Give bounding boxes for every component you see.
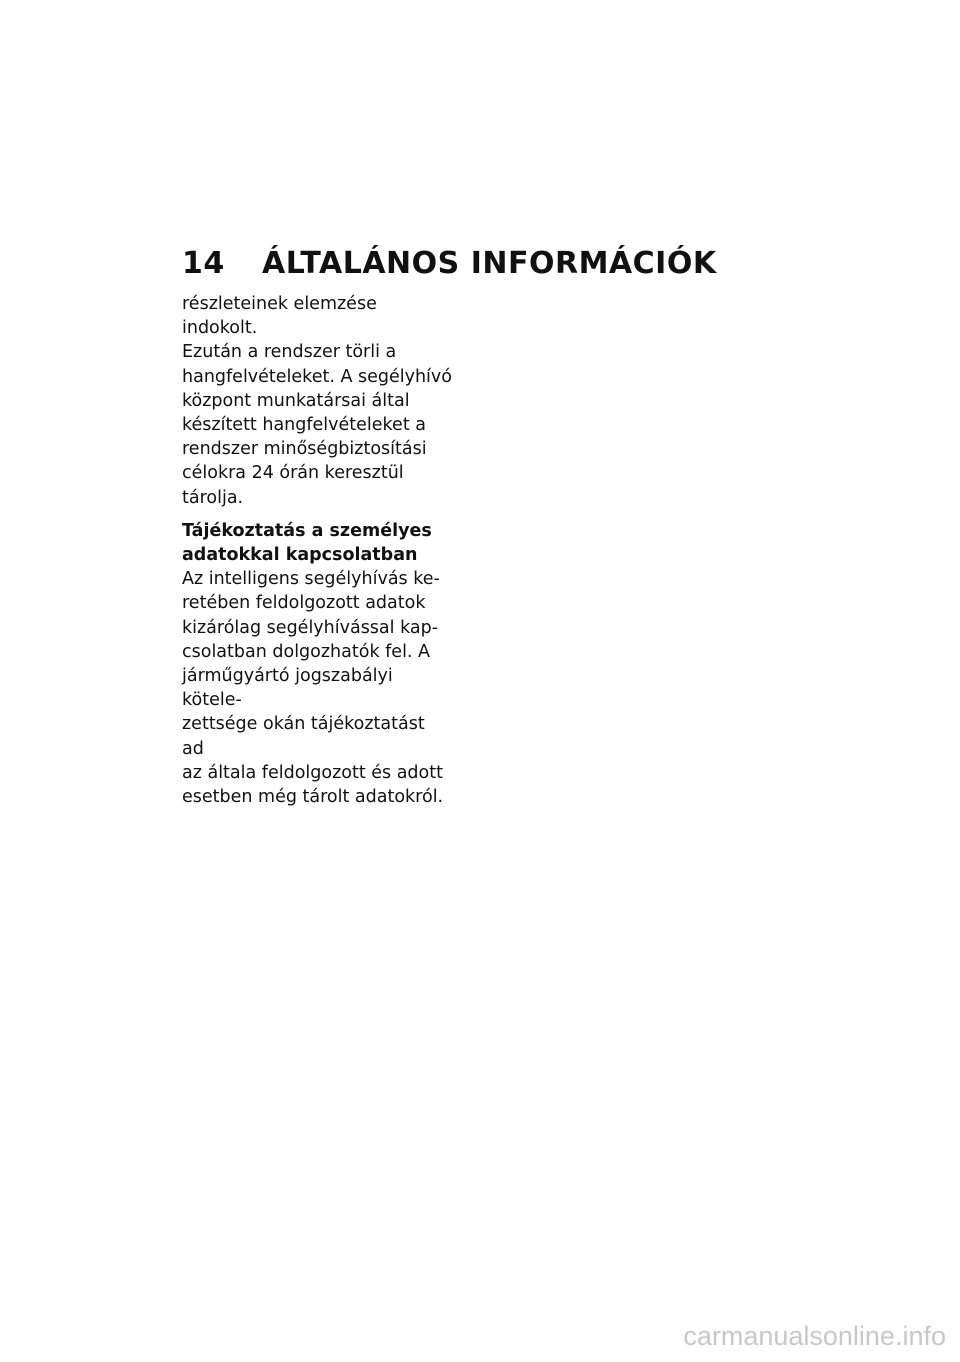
chapter-title: ÁLTALÁNOS INFORMÁCIÓK <box>262 246 717 281</box>
watermark-text: carmanualsonline.info <box>683 1321 946 1351</box>
chapter-number: 14 <box>182 246 225 281</box>
chapter-header <box>182 246 717 282</box>
section-subheading: Tájékoztatás a személyes adatokkal kapcsolatban <box>182 520 432 566</box>
text-column <box>182 292 452 809</box>
body-paragraph: Az intelligens segélyhívás ke- retében feldolgozott adatok kizárólag segélyhívással kap- csolatban dolgozhatók fel. A járműgyártó jogszabályi kötele- zettsége okán tájékoztatást ad az általa feldolgozott és adott esetben még tárolt adatokról. <box>182 569 444 808</box>
body-paragraph: részleteinek elemzése indokolt. Ezután a rendszer törli a hangfelvételeket. A segélyhívó központ munkatársai által készített hangfelvételeket a rendszer minőségbiztosítási célokra 24 órán keresztül tárolja. <box>182 294 452 508</box>
